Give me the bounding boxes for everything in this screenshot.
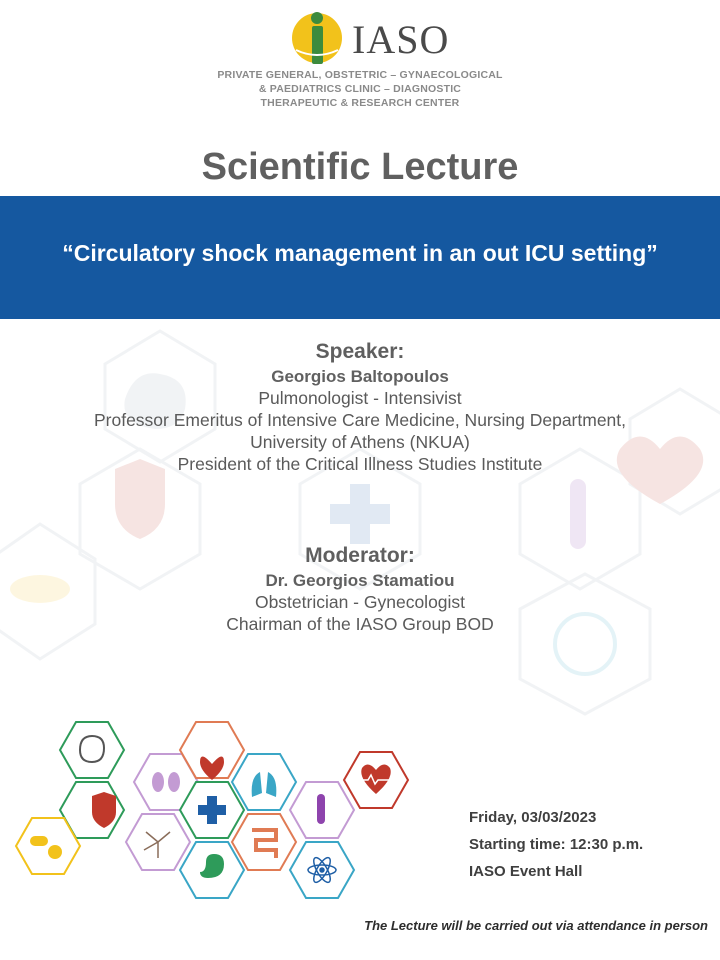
speaker-detail: University of Athens (NKUA) bbox=[250, 432, 470, 452]
speaker-detail: Pulmonologist - Intensivist bbox=[258, 388, 462, 408]
medical-icons-cluster bbox=[10, 712, 430, 912]
logo-text: IASO bbox=[352, 17, 450, 62]
speaker-detail: President of the Critical Illness Studies Institute bbox=[177, 454, 543, 474]
tagline-line: PRIVATE GENERAL, OBSTETRIC – GYNAECOLOGICAL bbox=[217, 69, 503, 81]
speaker-label: Speaker: bbox=[315, 340, 405, 363]
clinic-tagline bbox=[0, 68, 720, 110]
event-details bbox=[469, 804, 643, 885]
moderator-section bbox=[0, 544, 720, 635]
test-tube-icon bbox=[317, 794, 325, 824]
event-date: Friday, 03/03/2023 bbox=[469, 809, 597, 826]
moderator-detail: Chairman of the IASO Group BOD bbox=[226, 614, 494, 634]
moderator-detail: Obstetrician - Gynecologist bbox=[254, 592, 466, 612]
tagline-line: THERAPEUTIC & RESEARCH CENTER bbox=[260, 97, 460, 109]
event-location: IASO Event Hall bbox=[469, 863, 583, 880]
event-time: Starting time: 12:30 p.m. bbox=[469, 836, 644, 853]
page-title: Scientific Lecture bbox=[201, 146, 519, 188]
moderator-name: Dr. Georgios Stamatiou bbox=[265, 571, 455, 590]
lecture-title: “Circulatory shock management in an out ICU setting” bbox=[62, 240, 658, 266]
speaker-section bbox=[0, 340, 720, 475]
speaker-detail: Professor Emeritus of Intensive Care Medicine, Nursing Department, bbox=[93, 410, 627, 430]
speaker-name: Georgios Baltopoulos bbox=[271, 367, 449, 386]
attendance-note: The Lecture will be carried out via attendance in person bbox=[364, 918, 708, 933]
tagline-line: & PAEDIATRICS CLINIC – DIAGNOSTIC bbox=[258, 83, 462, 95]
moderator-label: Moderator: bbox=[305, 544, 415, 567]
